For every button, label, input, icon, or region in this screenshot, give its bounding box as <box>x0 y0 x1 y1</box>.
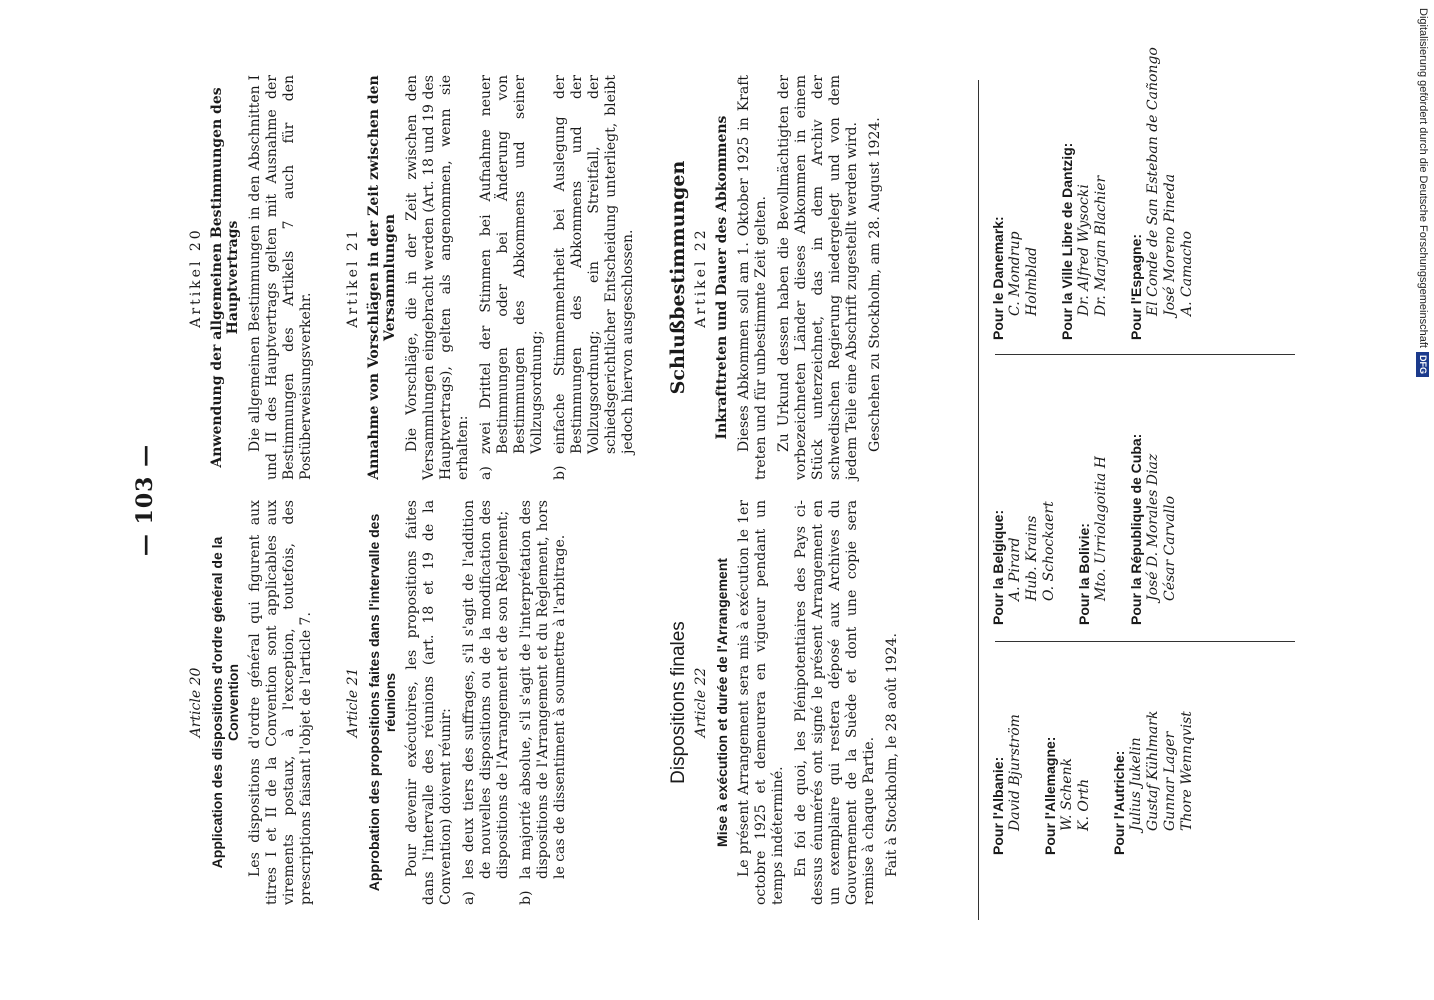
signatory-name: Mto. Urriolagoitia H <box>1093 456 1109 601</box>
article-title: Inkrafttreten und Dauer des Abkommens <box>714 115 730 440</box>
signature-country: Pour l'Allemagne: <box>1042 736 1058 855</box>
final-paragraph-2: Zu Urkund dessen haben die Bevollmächtigten der vorbezeichneten Länder dieses Abkommen in einem Stück unterzeichnet, das in dem Archiv der schwedischen Regierung niedergelegt und von dem jedem Teile eine Abschrift zugestellt werden wird. <box>776 75 860 480</box>
signatory-name: O. Schockaert <box>1041 501 1057 601</box>
section-title: Dispositions finales <box>668 621 689 784</box>
signature-column-2 <box>990 335 1197 625</box>
french-article-21 <box>345 500 569 905</box>
section-title: Schlußbestimmungen <box>667 160 689 395</box>
signature-country: Pour la Belgique: <box>990 509 1006 625</box>
signatory-name: A. Camacho <box>1179 231 1195 316</box>
signature-column-3 <box>990 20 1214 340</box>
signature-country: Pour l'Albanie: <box>990 756 1006 855</box>
signatory-name: Holmblad <box>1024 246 1040 316</box>
signature-group <box>1059 20 1110 340</box>
article-text: Die allgemeinen Bestimmungen in den Abschnitten I und II des Hauptvertrags gelten mit Ausnahme der Bestimmungen des Artikels 7 auch für den Postüberweisungsverkehr. <box>247 75 314 480</box>
item-label: a) <box>461 891 477 905</box>
signatory-name: César Carvallo <box>1162 495 1178 601</box>
item-label: b) <box>552 465 568 480</box>
article-heading: Artikel 20 <box>188 227 204 328</box>
signatory-name: El Conde de San Esteban de Cañongo <box>1145 47 1161 316</box>
signatory-name: José Moreno Pineda <box>1162 173 1178 316</box>
signature-country: Pour l'Espagne: <box>1128 233 1144 340</box>
article-title: Approbation des propositions faites dans l'intervalle des réunions <box>366 513 398 892</box>
signature-group <box>1076 335 1110 625</box>
signature-divider <box>978 80 979 920</box>
article-heading: Article 21 <box>345 667 361 738</box>
signature-country: Pour le Danemark: <box>990 216 1006 340</box>
article-heading: Article 20 <box>188 667 204 738</box>
signature-group <box>990 595 1024 855</box>
signature-column-divider <box>995 354 1295 355</box>
article-title: Annahme von Vorschlägen in der Zeit zwischen den Versammlungen <box>366 75 398 480</box>
article-title: Anwendung der allgemeinen Bestimmungen des Hauptvertrags <box>209 87 241 468</box>
final-paragraph-3: Fait à Stockholm, le 28 août 1924. <box>884 633 900 877</box>
german-article-21 <box>345 75 637 480</box>
signatory-name: Dr. Marjan Blachier <box>1093 175 1109 316</box>
final-paragraph-1: Le présent Arrangement sera mis à exécution le 1er octobre 1925 et demeurera en vigueur pendant un temps indéterminé. <box>736 500 786 905</box>
funding-text: Digitalisierung gefördert durch die Deutsche Forschungsgemeinschaft <box>1417 8 1429 348</box>
signatory-name: Julius Jukelin <box>1128 737 1144 831</box>
list-item-a <box>478 75 546 480</box>
signatory-name: David Bjurström <box>1007 714 1023 831</box>
page-number: — 103 — <box>132 443 158 557</box>
signatory-name: Gustaf Kühlmark <box>1145 710 1161 831</box>
signature-group <box>1128 335 1179 625</box>
signature-group <box>1042 595 1093 855</box>
article-text: Les dispositions d'ordre général qui figurent aux titres I et II de la Convention sont applicables aux virements postaux, à l'exception, toutefois, des prescriptions faisant l'objet de l'article 7. <box>247 500 314 905</box>
article-title: Mise à exécution et durée de l'Arrangement <box>714 558 730 847</box>
signature-country: Pour la Bolivie: <box>1076 523 1092 625</box>
article-heading: Artikel 21 <box>345 227 361 328</box>
signatory-name: José D. Morales Diaz <box>1145 453 1161 601</box>
rotated-content <box>50 0 1400 1000</box>
dfg-logo: DFG <box>1416 352 1429 377</box>
signature-country: Pour la Ville Libre de Dantzig: <box>1059 142 1075 340</box>
digitization-note-text <box>1414 8 1432 992</box>
signature-group <box>990 20 1041 340</box>
article-text: Die Vorschläge, die in der Zeit zwischen den Versammlungen eingebracht werden (Art. 18 und 19 des Hauptvertrags), gelten als angenommen, wenn sie erhalten: <box>404 75 471 480</box>
item-text: la majorité absolue, s'il s'agit de l'interprétation des dispositions de l'Arrangement et du Règlement, hors le cas de dissentiment à soumettre à l'arbitrage. <box>518 500 568 879</box>
signature-country: Pour la République de Cuba: <box>1128 433 1144 625</box>
list-item-b <box>518 500 569 905</box>
digitization-note <box>1414 8 1432 992</box>
german-article-20 <box>188 75 315 480</box>
signature-group <box>990 335 1058 625</box>
item-label: b) <box>518 890 534 905</box>
signature-group <box>1111 595 1196 855</box>
article-heading: Article 22 <box>693 667 709 738</box>
signatory-name: W. Schenk <box>1059 757 1075 831</box>
article-heading: Artikel 22 <box>693 227 709 328</box>
french-article-20 <box>188 500 315 905</box>
signatory-name: K. Orth <box>1076 778 1092 831</box>
signature-column-divider <box>995 641 1295 642</box>
list-item-a <box>461 500 512 905</box>
signatory-name: Dr. Alfred Wysocki <box>1076 184 1092 316</box>
item-text: zwei Drittel der Stimmen bei Aufnahme neuer Bestimmungen oder bei Änderung von Bestimmungen des Abkommens und seiner Vollzugsordnung; <box>478 75 545 454</box>
item-text: einfache Stimmenmehrheit bei Auslegung der Bestimmungen des Abkommens und der Vollzugsordnung; ein Streitfall, der schiedsgerichtlicher Entscheidung unterliegt, bleibt jedoch hiervon ausgeschlossen. <box>552 75 636 454</box>
signatory-name: Thore Wennqvist <box>1179 711 1195 831</box>
final-paragraph-2: En foi de quoi, les Plénipotentiaires des Pays ci-dessus énumérés ont signé le présent Arrangement en un exemplaire qui restera déposé aux Archives du Gouvernement de la Suède et dont une copie sera remise à chaque Partie. <box>793 500 877 905</box>
signatory-name: A. Pirard <box>1007 537 1023 601</box>
signature-group <box>1128 20 1196 340</box>
item-text: les deux tiers des suffrages, s'il s'agit de l'addition de nouvelles dispositions ou de la modification des dispositions de l'Arrangement et de son Règlement; <box>461 500 511 879</box>
signatory-name: Gunnar Lager <box>1162 731 1178 831</box>
article-title: Application des dispositions d'ordre général de la Convention <box>209 536 241 869</box>
final-paragraph-3: Geschehen zu Stockholm, am 28. August 1924. <box>867 117 883 452</box>
final-paragraph-1: Dieses Abkommen soll am 1. Oktober 1925 in Kraft treten und für unbestimmte Zeit gelten. <box>736 75 769 480</box>
french-final-provisions <box>670 500 901 905</box>
signatory-name: C. Mondrup <box>1007 231 1023 316</box>
signature-column-1 <box>990 595 1214 855</box>
signatory-name: Hub. Krains <box>1024 515 1040 601</box>
item-label: a) <box>478 466 494 480</box>
article-text: Pour devenir exécutoires, les propositions faites dans l'intervalle des réunions (art. 18 et 19 de la Convention) doivent réunir: <box>404 500 454 905</box>
german-final-provisions <box>667 75 884 480</box>
signature-country: Pour l'Autriche: <box>1111 750 1127 855</box>
list-item-b <box>552 75 637 480</box>
